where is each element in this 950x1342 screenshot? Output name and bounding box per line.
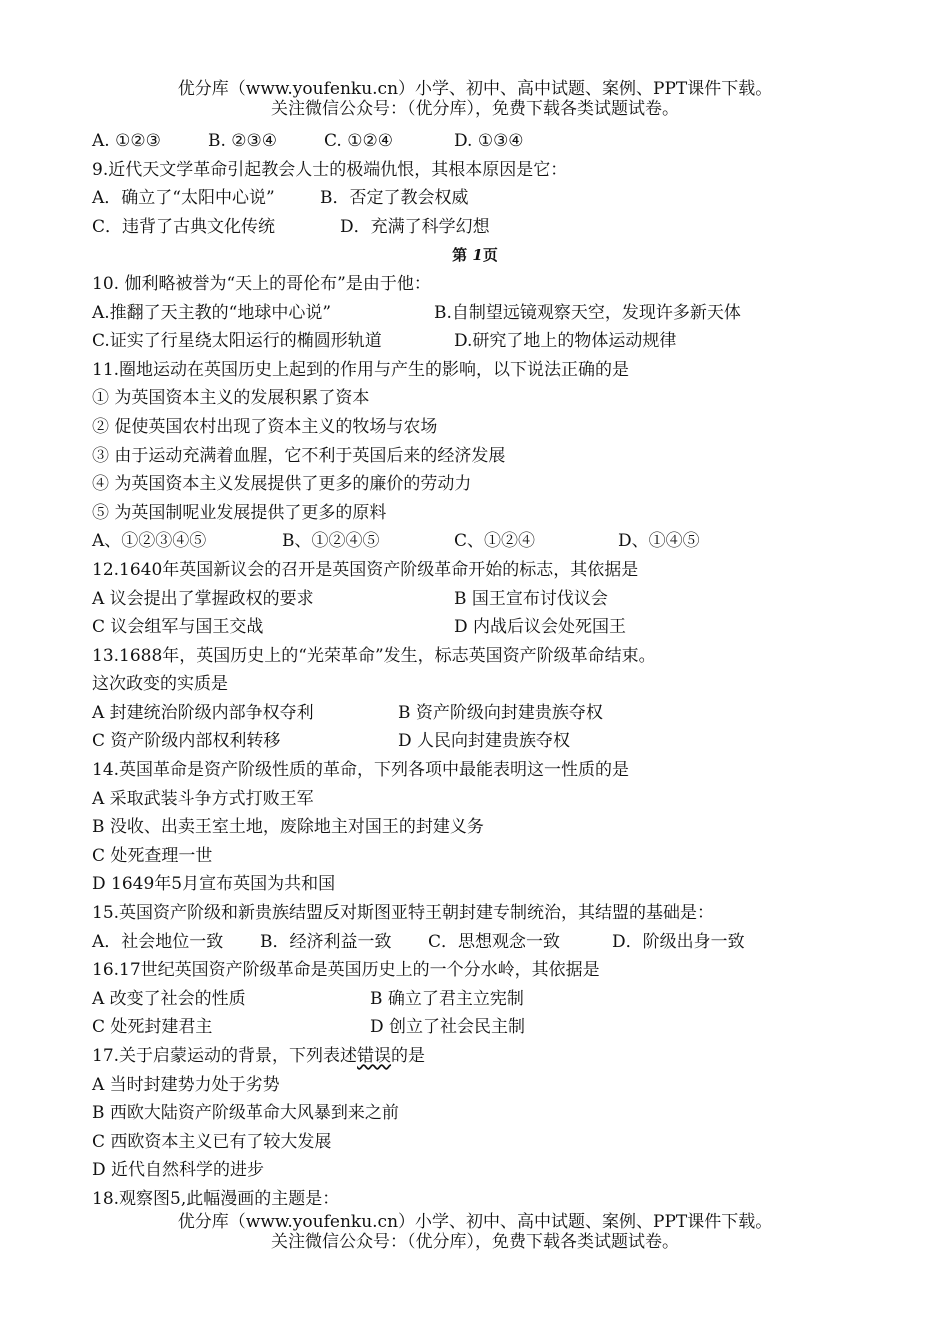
- q17-stem-emphasis: 错误: [357, 1046, 392, 1066]
- q17-stem-pre: 17.关于启蒙运动的背景，下列表述: [92, 1046, 358, 1066]
- q13-option-a: A 封建统治阶级内部争权夺利: [92, 702, 314, 723]
- q13-options-cd: [92, 727, 912, 756]
- q17-option-d: D 近代自然科学的进步: [92, 1160, 265, 1181]
- q14-option-c: C 处死查理一世: [92, 845, 213, 866]
- q11-option-a: A、①②③④⑤: [92, 531, 207, 552]
- q11-option-b: B、①②④⑤: [282, 531, 380, 552]
- q16-options-cd: [92, 1013, 912, 1042]
- q10-options-cd: [92, 327, 912, 356]
- page-marker: [0, 241, 950, 270]
- q11-option-c: C、①②④: [454, 531, 536, 552]
- q16-option-b: B 确立了君主立宪制: [370, 988, 524, 1009]
- q12-option-b: B 国王宣布讨伐议会: [454, 588, 608, 609]
- q16-option-a: A 改变了社会的性质: [92, 988, 246, 1009]
- q17-option-b: B 西欧大陆资产阶级革命大风暴到来之前: [92, 1103, 399, 1124]
- q11-item-2: ② 促使英国农村出现了资本主义的牧场与农场: [92, 416, 438, 437]
- q15-options: [92, 928, 912, 957]
- q17-stem: [92, 1042, 912, 1071]
- q11-item-5: ⑤ 为英国制呢业发展提供了更多的原料: [92, 502, 387, 523]
- q13-option-b: B 资产阶级向封建贵族夺权: [398, 702, 603, 723]
- q18-stem: 18.观察图5,此幅漫画的主题是：: [92, 1188, 340, 1209]
- q8-option-b: B. ②③④: [208, 131, 278, 151]
- q10-stem: 10. 伽利略被誉为“天上的哥伦布”是由于他：: [92, 273, 431, 294]
- q8-option-c: C. ①②④: [324, 131, 393, 151]
- q12-options-ab: [92, 585, 912, 614]
- q9-option-a: A．确立了“太阳中心说”: [92, 188, 275, 209]
- footer-line-2: 关注微信公众号：（优分库），免费下载各类试题试卷。: [271, 1232, 679, 1252]
- q15-option-d: D．阶级出身一致: [612, 931, 745, 952]
- q16-stem: 16.17世纪英国资产阶级革命是英国历史上的一个分水岭，其依据是: [92, 960, 600, 981]
- q11-stem: 11.圈地运动在英国历史上起到的作用与产生的影响，以下说法正确的是: [92, 359, 630, 380]
- q9-options-cd: [92, 213, 912, 242]
- q10-options-ab: [92, 299, 912, 328]
- q12-option-a: A 议会提出了掌握政权的要求: [92, 588, 314, 609]
- q14-stem: 14.英国革命是资产阶级性质的革命，下列各项中最能表明这一性质的是: [92, 760, 630, 781]
- q10-option-b: B.自制望远镜观察天空，发现许多新天体: [434, 302, 741, 323]
- q17-stem-post: 的是: [391, 1046, 426, 1066]
- q13-option-d: D 人民向封建贵族夺权: [398, 731, 571, 752]
- q8-option-a: A. ①②③: [92, 131, 161, 151]
- q12-stem: 12.1640年英国新议会的召开是英国资产阶级革命开始的标志，其依据是: [92, 559, 639, 580]
- header-line-2: 关注微信公众号：（优分库），免费下载各类试题试卷。: [271, 99, 679, 119]
- q15-option-c: C．思想观念一致: [428, 931, 561, 952]
- q11-item-3: ③ 由于运动充满着血腥，它不利于英国后来的经济发展: [92, 445, 506, 466]
- q13-stem: 13.1688年，英国历史上的“光荣革命”发生，标志英国资产阶级革命结束。: [92, 645, 656, 666]
- q13-options-ab: [92, 699, 912, 728]
- q8-options: [92, 127, 912, 156]
- q16-option-d: D 创立了社会民主制: [370, 1017, 526, 1038]
- footer-line-1: 优分库（www.youfenku.cn）小学、初中、高中试题、案例、PPT课件下载。: [177, 1212, 773, 1232]
- q9-options-ab: [92, 184, 912, 213]
- q11-option-d: D、①④⑤: [618, 531, 700, 552]
- q15-option-b: B．经济利益一致: [260, 931, 392, 952]
- q9-option-b: B．否定了教会权威: [320, 188, 469, 209]
- q13-option-c: C 资产阶级内部权利转移: [92, 731, 281, 752]
- q11-item-4: ④ 为英国资本主义发展提供了更多的廉价的劳动力: [92, 474, 472, 495]
- q11-options: [92, 527, 912, 556]
- page-number: 1: [472, 246, 483, 265]
- exam-body: [92, 127, 912, 1214]
- q12-option-d: D 内战后议会处死国王: [454, 617, 627, 638]
- q15-option-a: A．社会地位一致: [92, 931, 224, 952]
- q9-option-c: C．违背了古典文化传统: [92, 216, 276, 237]
- q17-option-c: C 西欧资本主义已有了较大发展: [92, 1131, 332, 1152]
- q15-stem: 15.英国资产阶级和新贵族结盟反对斯图亚特王朝封建专制统治，其结盟的基础是：: [92, 903, 715, 924]
- q11-item-1: ① 为英国资本主义的发展积累了资本: [92, 388, 370, 409]
- q14-option-d: D 1649年5月宣布英国为共和国: [92, 874, 336, 895]
- page-suffix: 页: [482, 246, 498, 265]
- q12-option-c: C 议会组军与国王交战: [92, 617, 264, 638]
- q9-stem: 9.近代天文学革命引起教会人士的极端仇恨，其根本原因是它：: [92, 159, 568, 180]
- q16-options-ab: [92, 985, 912, 1014]
- q12-options-cd: [92, 613, 912, 642]
- q17-option-a: A 当时封建势力处于劣势: [92, 1074, 280, 1095]
- header-line-1: 优分库（www.youfenku.cn）小学、初中、高中试题、案例、PPT课件下载。: [177, 79, 773, 99]
- page-prefix: 第: [452, 246, 473, 265]
- q10-option-d: D.研究了地上的物体运动规律: [454, 331, 677, 352]
- q10-option-c: C.证实了行星绕太阳运行的椭圆形轨道: [92, 331, 382, 352]
- q10-option-a: A.推翻了天主教的“地球中心说”: [92, 302, 332, 323]
- q9-option-d: D．充满了科学幻想: [340, 216, 490, 237]
- q13-stem-2: 这次政变的实质是: [92, 674, 228, 695]
- q14-option-b: B 没收、出卖王室土地，废除地主对国王的封建义务: [92, 817, 484, 838]
- q14-option-a: A 采取武装斗争方式打败王军: [92, 788, 314, 809]
- q8-option-d: D. ①③④: [454, 131, 524, 151]
- q16-option-c: C 处死封建君主: [92, 1017, 213, 1038]
